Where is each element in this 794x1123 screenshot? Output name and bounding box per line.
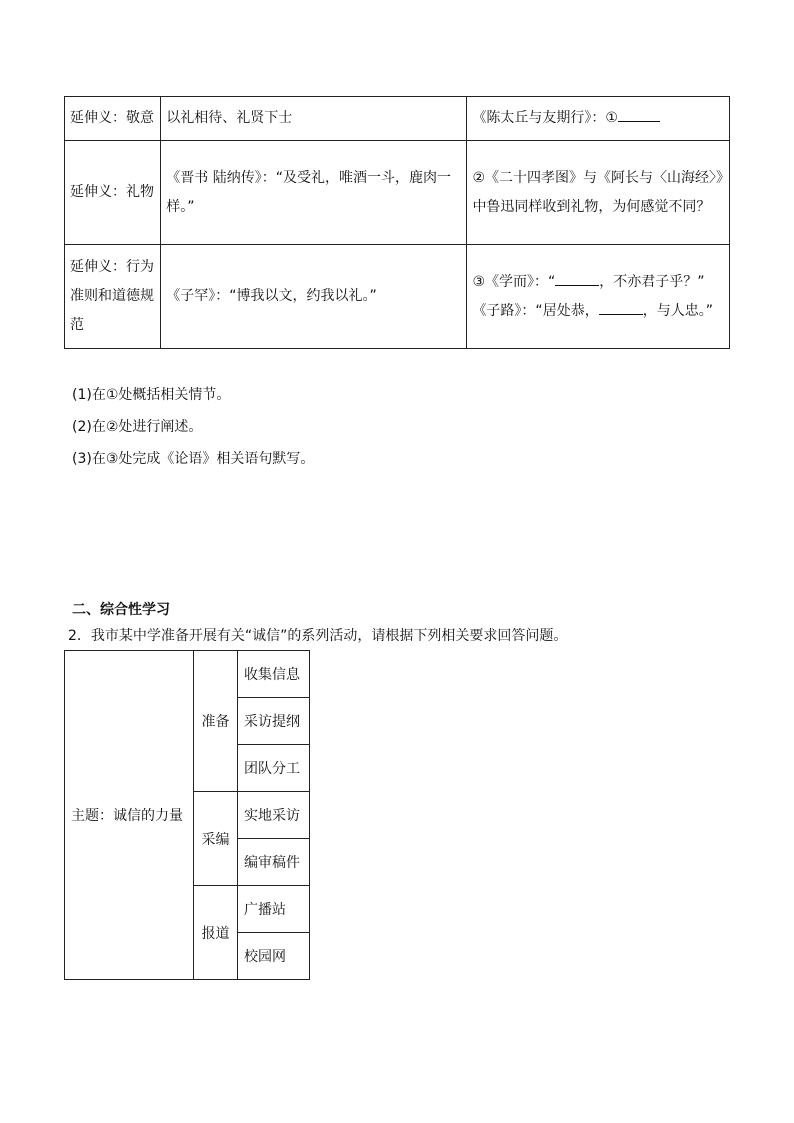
- stage-cell-prepare: 准备: [194, 651, 238, 792]
- question-cell: [467, 245, 730, 349]
- activity-plan-table: [64, 650, 310, 980]
- stage-cell-edit: 采编: [194, 792, 238, 886]
- task-cell: 校园网: [238, 933, 310, 980]
- example-cell: 以礼相待、礼贤下士: [161, 97, 467, 141]
- meaning-cell: 延伸义：行为准则和道德规范: [65, 245, 161, 349]
- recitation-line-2: 《子路》：“居处恭， ，与人忠。”: [472, 297, 724, 326]
- table-row: [65, 141, 730, 245]
- sub-question-1: (1)在①处概括相关情节。: [72, 387, 231, 403]
- task-cell: 实地采访: [238, 792, 310, 839]
- topic-cell: 主题：诚信的力量: [65, 651, 194, 980]
- sub-question-2: (2)在②处进行阐述。: [72, 419, 203, 435]
- answer-blank-2[interactable]: [555, 271, 599, 286]
- task-cell: 收集信息: [238, 651, 310, 698]
- meaning-cell: 延伸义：礼物: [65, 141, 161, 245]
- question-2-text: 2．我市某中学准备开展有关“诚信”的系列活动，请根据下列相关要求回答问题。: [68, 628, 568, 644]
- task-cell: 团队分工: [238, 745, 310, 792]
- table-row: [65, 97, 730, 141]
- stage-cell-report: 报道: [194, 886, 238, 980]
- task-cell: 编审稿件: [238, 839, 310, 886]
- question-cell: [467, 97, 730, 141]
- example-cell: 《晋书 陆纳传》：“及受礼，唯酒一斗，鹿肉一样。”: [161, 141, 467, 245]
- question-text: 《陈太丘与友期行》：①: [472, 110, 618, 126]
- answer-blank-1[interactable]: [618, 107, 660, 122]
- task-cell: 广播站: [238, 886, 310, 933]
- example-cell: 《子罕》：“博我以文，约我以礼。”: [161, 245, 467, 349]
- sub-question-3: (3)在③处完成《论语》相关语句默写。: [72, 451, 315, 467]
- task-cell: 采访提纲: [238, 698, 310, 745]
- recitation-line-1: ③《学而》：“ ，不亦君子乎？”: [472, 268, 724, 297]
- extension-meaning-table: [64, 96, 730, 349]
- section-heading: 二、综合性学习: [72, 602, 170, 618]
- answer-blank-3[interactable]: [599, 300, 643, 315]
- meaning-cell: 延伸义：敬意: [65, 97, 161, 141]
- table-row: [65, 651, 310, 698]
- question-cell: ②《二十四孝图》与《阿长与〈山海经〉》中鲁迅同样收到礼物，为何感觉不同？: [467, 141, 730, 245]
- table-row: [65, 245, 730, 349]
